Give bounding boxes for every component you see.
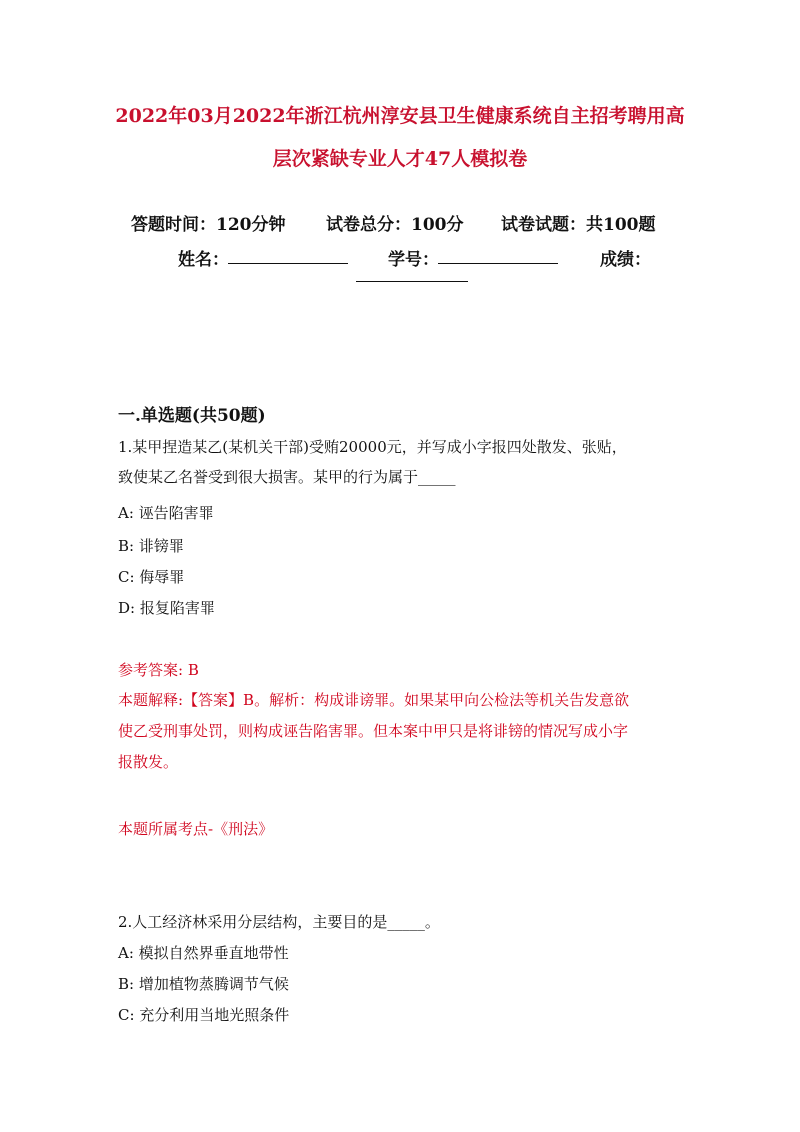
exam-time: 答题时间：120分钟	[131, 215, 286, 235]
name-blank[interactable]	[228, 263, 348, 264]
student-id-label: 学号：	[388, 250, 439, 270]
question-1-explanation-line-2: 使乙受刑事处罚，则构成诬告陷害罪。但本案中甲只是将诽镑的情况写成小字	[118, 722, 629, 740]
name-label: 姓名：	[178, 250, 229, 270]
student-id-blank[interactable]	[438, 263, 558, 264]
question-2-option-b: B: 增加植物蒸腾调节气候	[118, 975, 289, 993]
score-blank[interactable]	[356, 281, 468, 282]
question-1-option-c: C: 侮辱罪	[118, 568, 185, 586]
exam-title-line-2: 层次紧缺专业人才47人模拟卷	[272, 148, 528, 170]
question-1-line-2: 致使某乙名誉受到很大损害。某甲的行为属于_____	[118, 468, 456, 486]
question-1-explanation-line-3: 报散发。	[118, 753, 179, 771]
question-1-option-a: A: 诬告陷害罪	[118, 504, 214, 522]
question-2-option-c: C: 充分利用当地光照条件	[118, 1006, 290, 1024]
question-1-option-b: B: 诽镑罪	[118, 537, 184, 555]
question-2-line-1: 2.人工经济林采用分层结构，主要目的是_____。	[118, 913, 440, 931]
question-1-explanation-line-1: 本题解释:【答案】B。解析：构成诽谤罪。如果某甲向公检法等机关告发意欲	[118, 691, 630, 709]
question-1-line-1: 1.某甲捏造某乙(某机关干部)受贿20000元，并写成小字报四处散发、张贴，	[118, 438, 627, 456]
question-1-knowledge-point: 本题所属考点-《刑法》	[118, 820, 274, 838]
score-label: 成绩：	[600, 250, 651, 270]
exam-title-line-1: 2022年03月2022年浙江杭州淳安县卫生健康系统自主招考聘用高	[115, 105, 685, 127]
exam-total-score: 试卷总分：100分	[326, 215, 464, 235]
question-1-answer: 参考答案: B	[118, 661, 199, 679]
section-heading: 一.单选题(共50题)	[118, 406, 266, 426]
question-1-option-d: D: 报复陷害罪	[118, 599, 215, 617]
question-2-option-a: A: 模拟自然界垂直地带性	[118, 944, 289, 962]
exam-question-count: 试卷试题：共100题	[501, 215, 656, 235]
